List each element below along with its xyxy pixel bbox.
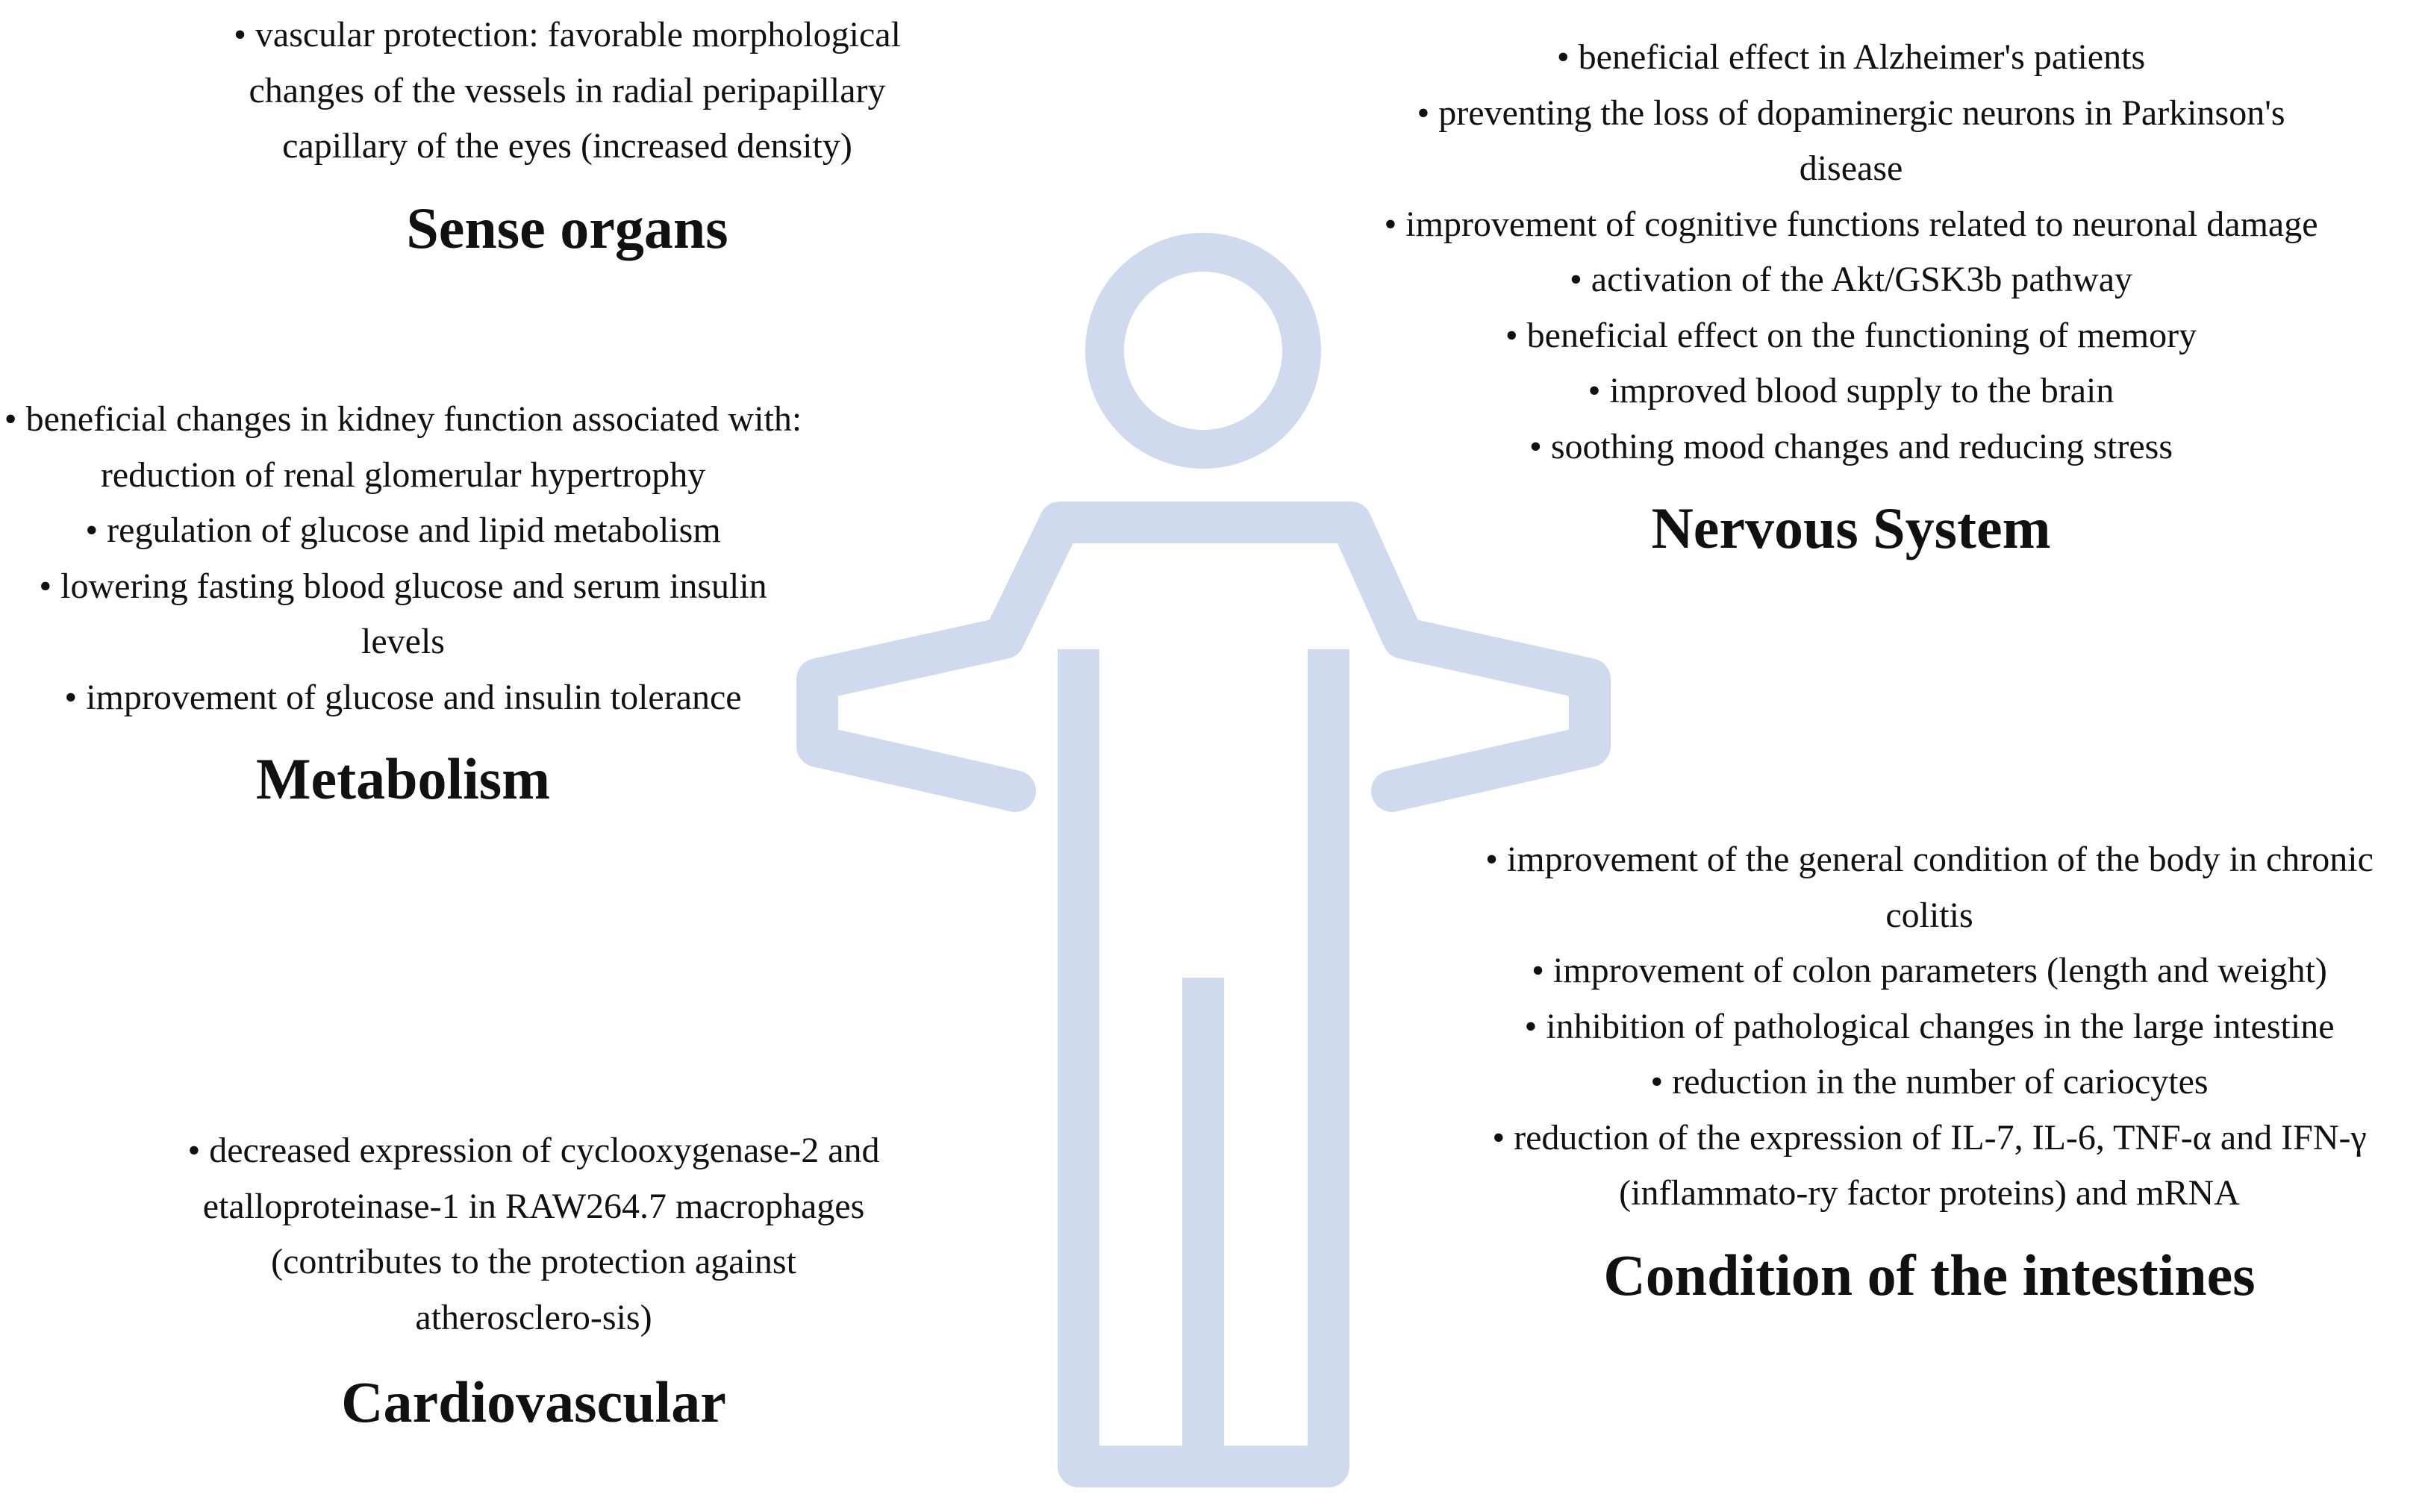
- cardiovascular-heading: Cardiovascular: [341, 1369, 726, 1434]
- metabolism-item-3: • lowering fasting blood glucose and serum insulin levels: [0, 559, 806, 670]
- nervous-system-heading: Nervous System: [1651, 496, 2051, 560]
- nervous-item-5: • beneficial effect on the functioning of memory: [1280, 308, 2422, 364]
- intestines-item-1: • improvement of the general condition of the body in chronic colitis: [1441, 832, 2418, 943]
- nervous-system-section: [1280, 30, 2422, 564]
- intestines-item-5: • reduction of the expression of IL-7, IL-6, TNF-α and IFN-γ (inflammato-ry factor proteins) and mRNA: [1441, 1110, 2418, 1222]
- nervous-item-1: • beneficial effect in Alzheimer's patients: [1280, 30, 2422, 86]
- intestines-heading: Condition of the intestines: [1603, 1242, 2256, 1308]
- nervous-item-7: • soothing mood changes and reducing stress: [1280, 419, 2422, 475]
- sense-item-1: • vascular protection: favorable morphological changes of the vessels in radial peripapillary capillary of the eyes (increased density): [224, 7, 911, 175]
- intestines-item-2: • improvement of colon parameters (length and weight): [1441, 943, 2418, 999]
- nervous-item-6: • improved blood supply to the brain: [1280, 363, 2422, 419]
- intestines-item-3: • inhibition of pathological changes in the large intestine: [1441, 999, 2418, 1055]
- metabolism-item-1: • beneficial changes in kidney function associated with: reduction of renal glomerular hypertrophy: [0, 392, 806, 503]
- nervous-item-2: • preventing the loss of dopaminergic neurons in Parkinson's disease: [1280, 86, 2422, 197]
- figure-head: [1105, 252, 1302, 449]
- metabolism-heading: Metabolism: [255, 746, 551, 811]
- cardiovascular-section: [187, 1123, 881, 1438]
- cardio-item-1: • decreased expression of cyclooxygenase-2 and etalloproteinase-1 in RAW264.7 macrophages (contributes to the protection against atherosclero-sis): [187, 1123, 881, 1346]
- sense-organs-heading: Sense organs: [406, 195, 728, 260]
- nervous-item-4: • activation of the Akt/GSK3b pathway: [1280, 252, 2422, 308]
- intestines-section: [1441, 832, 2418, 1311]
- intestines-item-4: • reduction in the number of cariocytes: [1441, 1055, 2418, 1110]
- nervous-item-3: • improvement of cognitive functions related to neuronal damage: [1280, 197, 2422, 253]
- metabolism-section: [0, 392, 806, 815]
- metabolism-item-2: • regulation of glucose and lipid metabolism: [0, 503, 806, 559]
- sense-organs-section: [224, 7, 911, 264]
- metabolism-item-4: • improvement of glucose and insulin tolerance: [0, 670, 806, 726]
